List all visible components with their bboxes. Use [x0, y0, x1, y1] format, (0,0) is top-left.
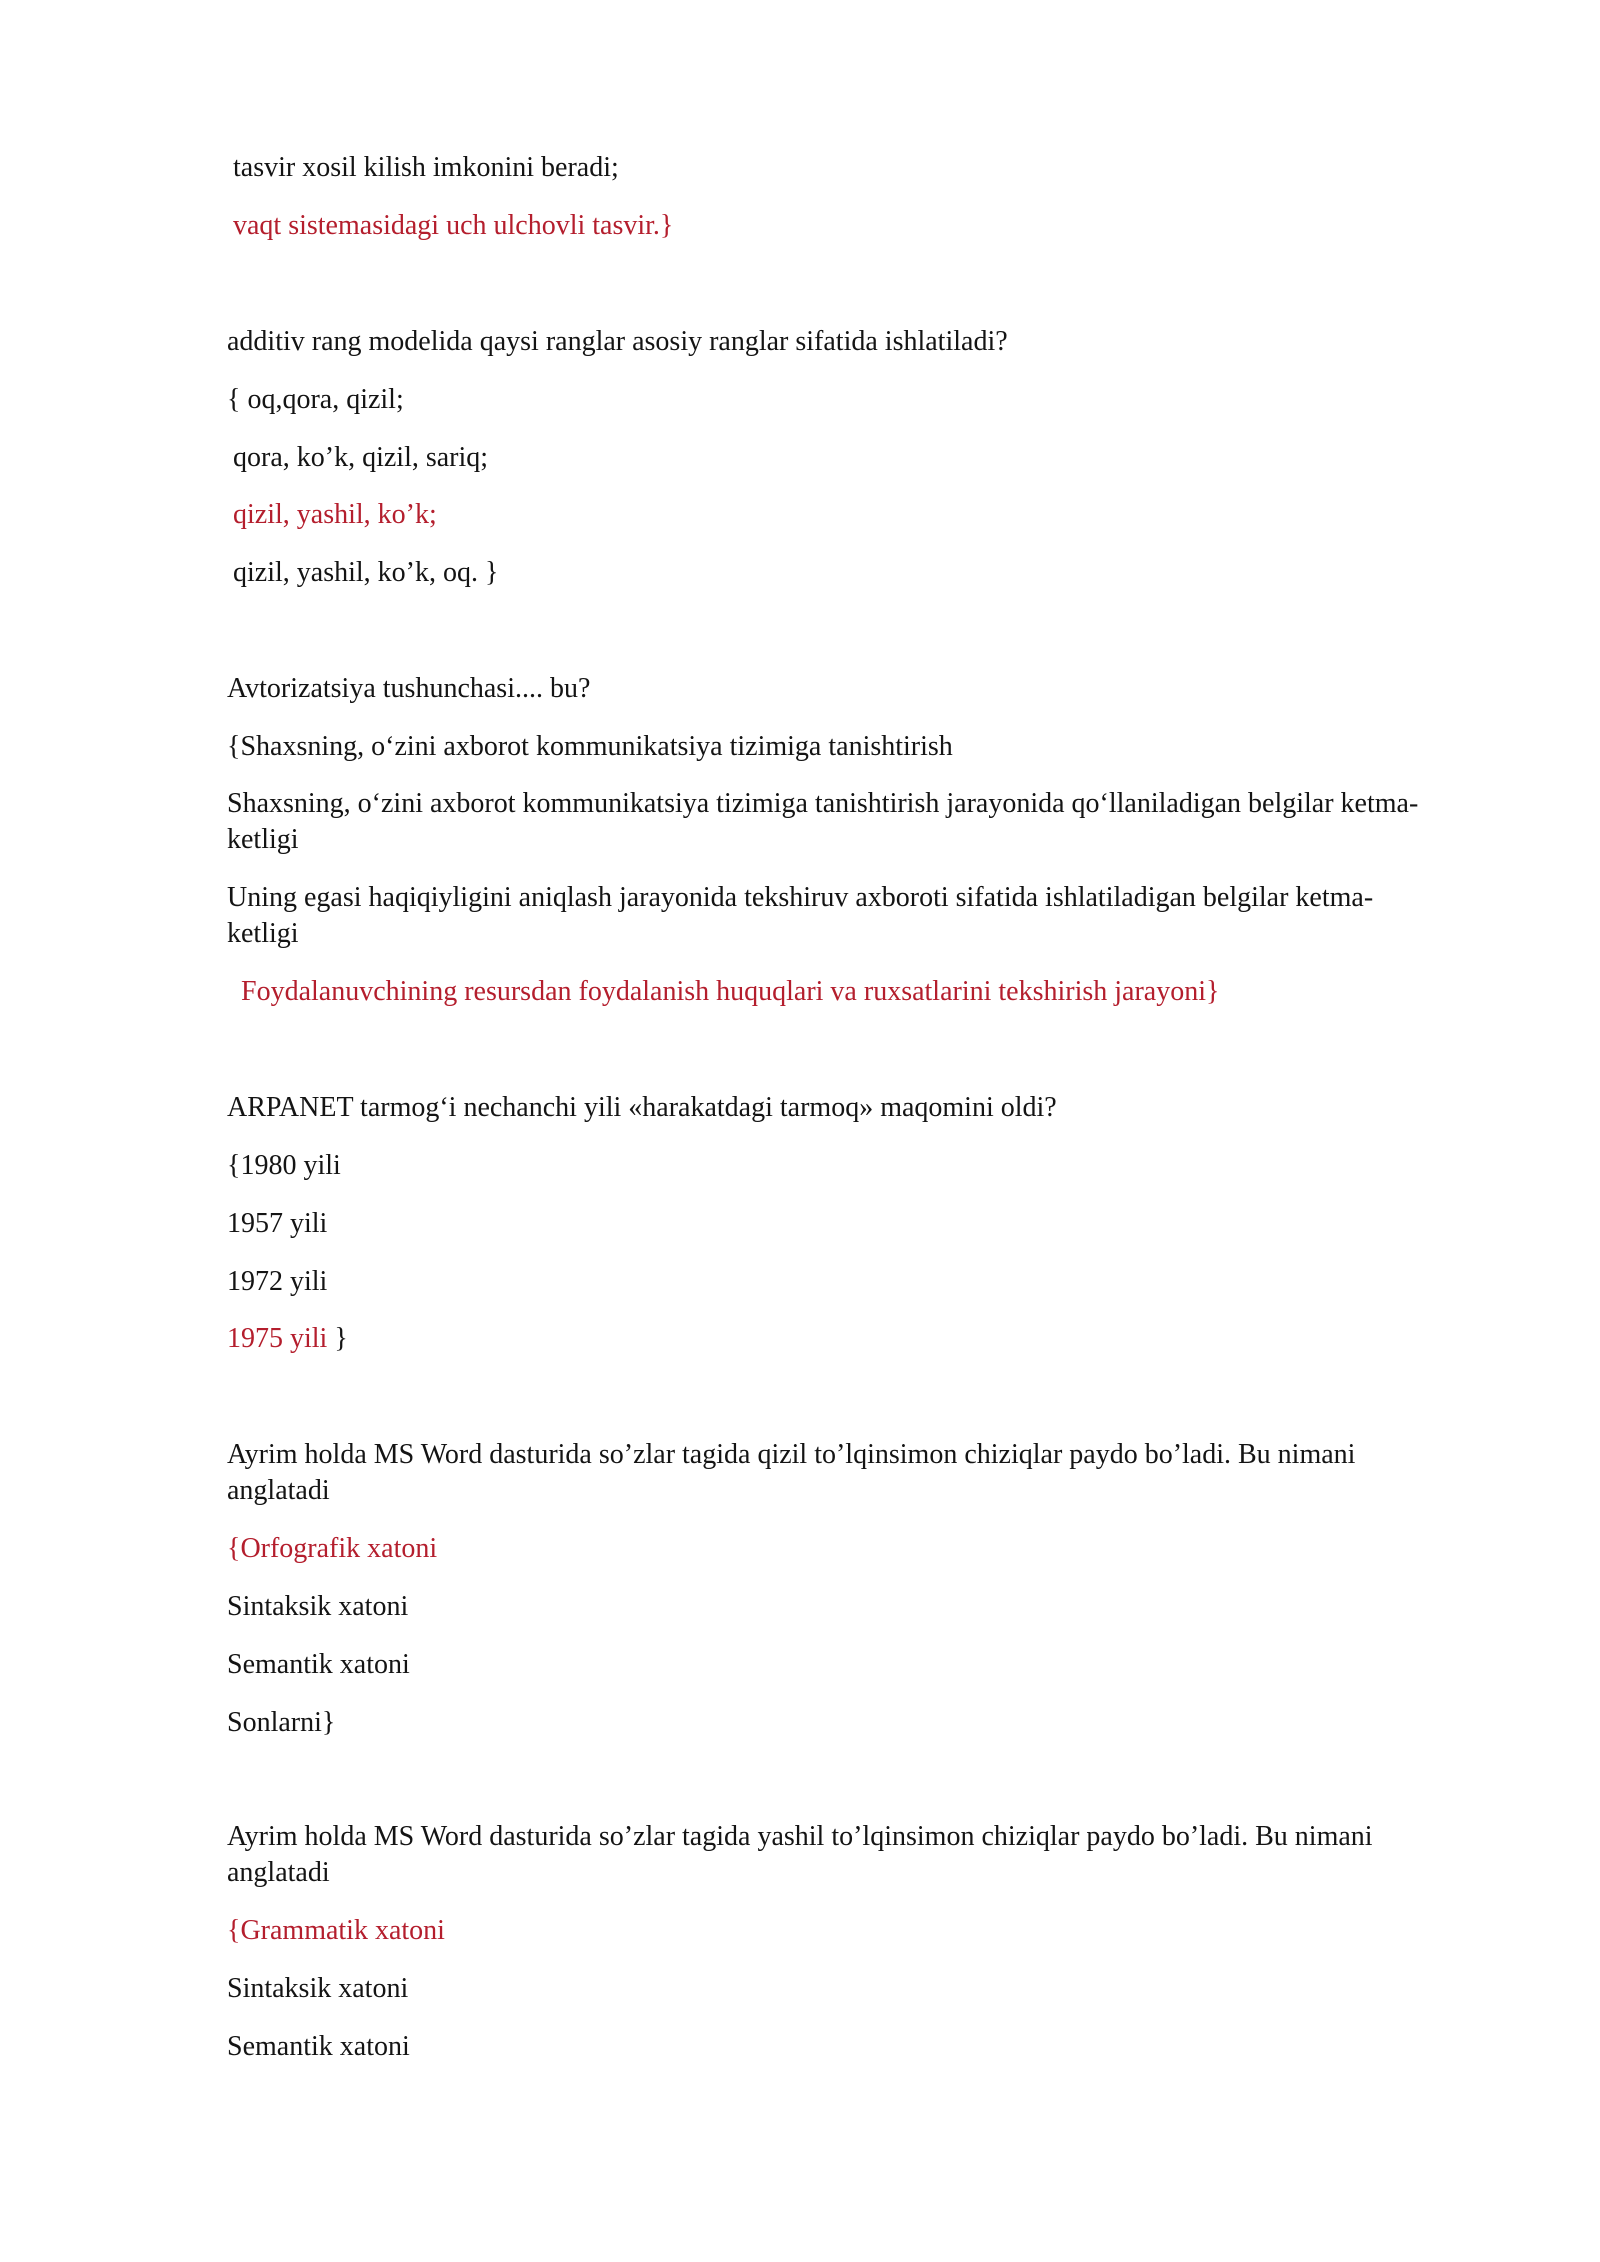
question-text: Ayrim holda MS Word dasturida so’zlar tagida yashil to’lqinsimon chiziqlar paydo bo’ladi. Bu nimani anglatadi — [227, 1821, 1373, 1888]
question-text: ARPANET tarmog‘i nechanchi yili «harakatdagi tarmoq» maqomini oldi? — [227, 1092, 1057, 1123]
option-text: 1972 yili — [227, 1266, 328, 1297]
question-text: Ayrim holda MS Word dasturida so’zlar tagida qizil to’lqinsimon chiziqlar paydo bo’ladi. Bu nimani anglatadi — [227, 1439, 1356, 1506]
correct-answer: qizil, yashil, ko’k; — [233, 499, 437, 530]
option-text: 1957 yili — [227, 1208, 328, 1239]
option-text: Semantik xatoni — [227, 2031, 410, 2062]
correct-answer: Foydalanuvchining resursdan foydalanish huquqlari va ruxsatlarini tekshirish jarayoni} — [241, 976, 1220, 1007]
option-text: Sintaksik xatoni — [227, 1973, 409, 2004]
correct-answer: 1975 yili — [227, 1323, 328, 1354]
option-text: {1980 yili — [227, 1150, 341, 1181]
option-text: qora, ko’k, qizil, sariq; — [233, 442, 489, 473]
option-text: {Shaxsning, o‘zini axborot kommunikatsiya tizimiga tanishtirish — [227, 731, 953, 762]
correct-answer: {Orfografik xatoni — [227, 1533, 438, 1564]
option-text: Uning egasi haqiqiyligini aniqlash jarayonida tekshiruv axboroti sifatida ishlatiladigan belgilar ketma-ketligi — [227, 882, 1374, 949]
option-text: Sonlarni} — [227, 1707, 336, 1738]
option-text: Semantik xatoni — [227, 1649, 410, 1680]
option-text: qizil, yashil, ko’k, oq. } — [233, 557, 499, 588]
question-text: additiv rang modelida qaysi ranglar asosiy ranglar sifatida ishlatiladi? — [227, 326, 1008, 357]
closing-brace: } — [327, 1323, 348, 1354]
option-text: Shaxsning, o‘zini axborot kommunikatsiya tizimiga tanishtirish jarayonida qo‘llaniladigan belgilar ketma-ketligi — [227, 788, 1419, 855]
option-text: tasvir xosil kilish imkonini beradi; — [233, 152, 619, 183]
option-text: Sintaksik xatoni — [227, 1591, 409, 1622]
option-line — [227, 1321, 348, 1357]
correct-answer: vaqt sistemasidagi uch ulchovli tasvir.} — [233, 210, 674, 241]
question-text: Avtorizatsiya tushunchasi.... bu? — [227, 673, 591, 704]
correct-answer: {Grammatik xatoni — [227, 1915, 445, 1946]
option-text: { oq,qora, qizil; — [227, 384, 404, 415]
